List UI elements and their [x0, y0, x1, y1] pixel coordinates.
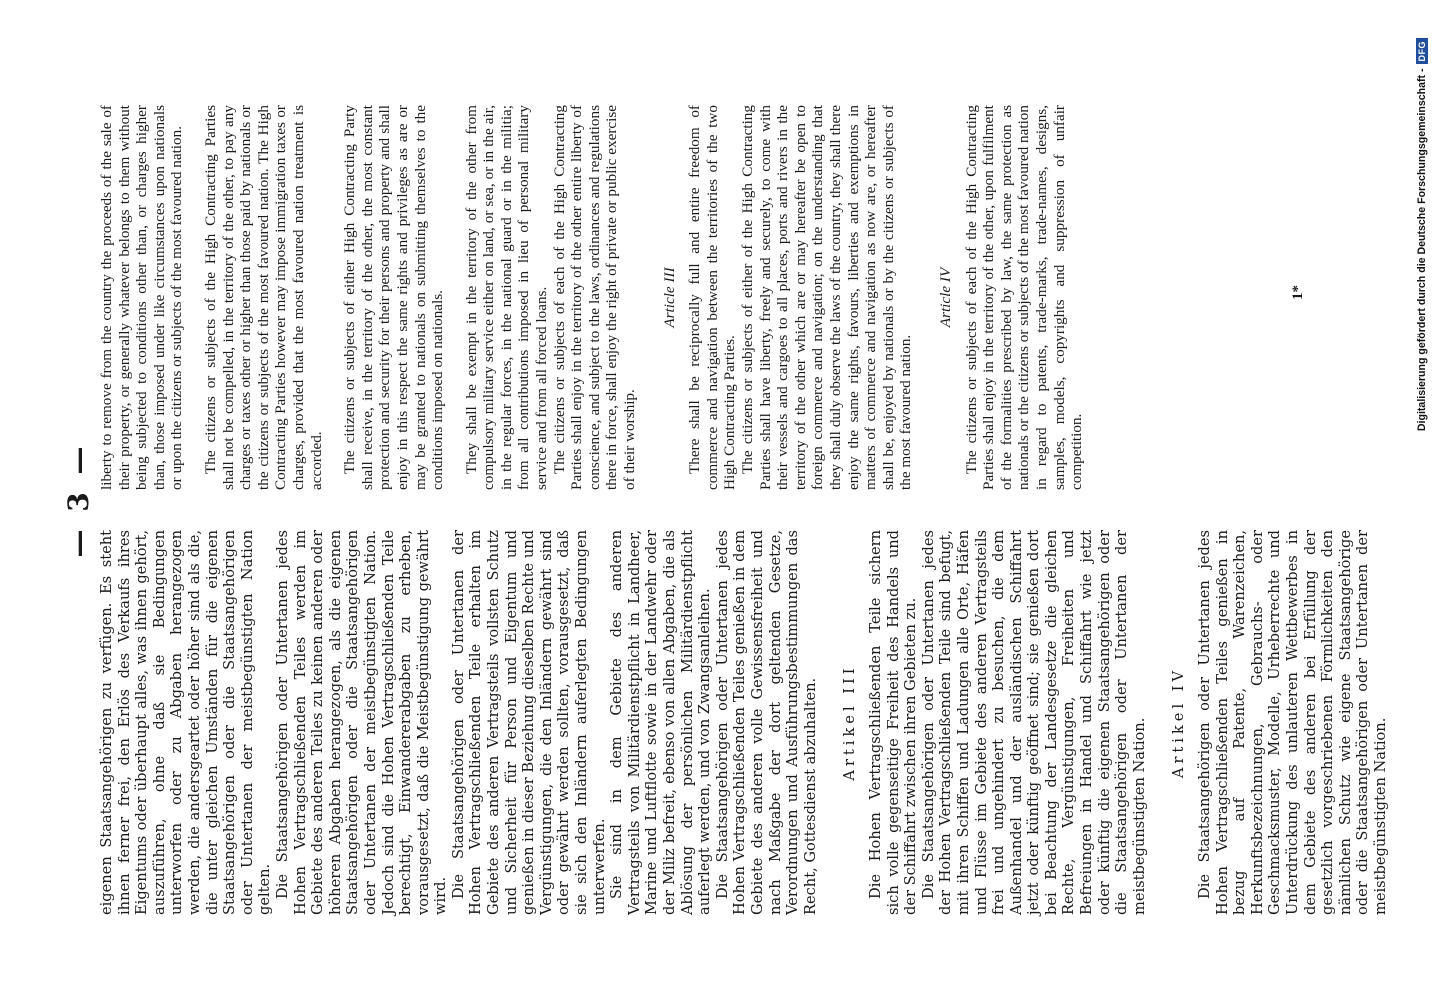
de-paragraph-2: Die Staatsangehörigen oder Untertanen jedes Hohen Vertragschließenden Teiles werden im Gebiete des anderen Teiles zu keinen anderen oder höheren Abgaben herangezogen, als die eigenen Staatsangehörigen oder die Staatsangehörigen oder Untertanen der meistbegünstigten Nation. Jedoch sind die Hohen Vertragschließenden Teile berechtigt, Einwandererabgaben zu erheben, vorausgesetzt, daß die Meistbegünstigung gewährt wird.: [273, 530, 450, 915]
de-paragraph-6: Die Hohen Vertragschließenden Teile sichern sich volle gegenseitige Freiheit des Handels und der Schiffahrt zwischen ihren Gebieten zu.: [866, 530, 920, 915]
de-paragraph-5: Die Staatsangehörigen oder Untertanen jedes Hohen Vertragschließenden Teiles genießen in dem Gebiete des anderen volle Gewissensfreiheit und nach Maßgabe der dort geltenden Gesetze, Verordnungen und Ausführungsbestimmungen das Recht, Gottesdienst abzuhalten.: [713, 530, 819, 915]
en-paragraph-7: The citizens or subjects of either of the High Contracting Parties shall have liberty, freely and securely, to come with their vessels and cargoes to all places, ports and rivers in the territory of the other which are or may hereafter be open to foreign commerce and navigation; on the understanding that they shall duly observe the laws of the country, they shall there enjoy the same rights, favours, liberties and exemptions in matters of commerce and navigation as now are, or hereafter shall be, enjoyed by nationals or by the citizens or subjects of the most favoured nation.: [739, 105, 915, 490]
de-paragraph-7: Die Staatsangehörigen oder Untertanen jedes der Hohen Vertragschließenden Teile sind befugt, mit ihren Schiffen und Ladungen alle Orte, Häfen und Flüsse im Gebiete des anderen Vertragsteils frei und ungehindert zu besuchen, die dem Außenhandel und der ausländischen Schiffahrt jetzt oder künftig geöffnet sind; sie genießen dort bei Beachtung der Landesgesetze die gleichen Rechte, Vergünstigungen, Freiheiten und Befreiungen in Handel und Schiffahrt wie jetzt oder künftig die eigenen Staatsangehörigen oder die Staatsangehörigen oder Untertanen der meistbegünstigten Nation.: [919, 530, 1148, 915]
page-number: — 3 —: [62, 442, 95, 558]
en-heading-article-3: Article III: [660, 267, 678, 328]
dfg-logo: DFG: [1416, 38, 1428, 65]
de-paragraph-8: Die Staatsangehörigen oder Untertanen jedes Hohen Vertragschließenden Teiles genießen in bezug auf Patente, Warenzeichen, Herkunftsbezeichnungen, Gebrauchs- oder Geschmacksmuster, Modelle, Urheberrechte und Unterdrückung des unlauteren Wettbewerbes in dem Gebiete des anderen bei Erfüllung der gesetzlich vorgeschriebenen Förmlichkeiten den nämlichen Schutz wie eigene Staatsangehörige oder die Staatsangehörigen oder Untertanen der meistbegünstigten Nation.: [1196, 530, 1389, 915]
en-paragraph-5: The citizens or subjects of each of the High Contracting Parties shall enjoy in the territory of the other entire liberty of conscience, and subject to the laws, ordinances and regulations there in force, shall enjoy the right of private or public exercise of their worship.: [550, 105, 639, 490]
en-paragraph-2: The citizens or subjects of the High Contracting Parties shall not be compelled, in the territory of the other, to pay any charges or taxes other or higher than those paid by nationals or the citizens or subjects of the most favoured nation. The High Contracting Parties however may impose immigration taxes or charges, provided that the most favoured nation treatment is accorded.: [201, 105, 325, 490]
en-paragraph-8: The citizens or subjects of each of the High Contracting Parties shall enjoy in the territory of the other, upon fulfilment of the formalities prescribed by law, the same protection as nationals or the citizens or subjects of the most favoured nation in regard to patents, trade-marks, trade-names, designs, samples, models, copyrights and suppression of unfair competition.: [962, 105, 1086, 490]
de-heading-article-4: Artikel IV: [1170, 666, 1188, 779]
de-heading-article-3: Artikel III: [841, 664, 859, 781]
english-column: [98, 105, 1086, 490]
en-paragraph-1: liberty to remove from the country the proceeds of the sale of their property, or generally whatever belongs to them without being subjected to conditions other than, or charges higher than, those imposed under like circumstances upon nationals or upon the citizens or subjects of the most favoured nation.: [98, 105, 186, 490]
digitization-credit-text: Digitalisierung gefördert durch die Deutsche Forschungsgemeinschaft -: [1416, 68, 1428, 432]
german-column: [98, 530, 1390, 915]
en-paragraph-6: There shall be reciprocally full and entire freedom of commerce and navigation between the territories of the two High Contracting Parties.: [686, 105, 739, 490]
de-paragraph-1: eigenen Staatsangehörigen zu verfügen. Es steht ihnen ferner frei, den Erlös des Verkaufs ihres Eigentums oder überhaupt alles, was ihnen gehört, auszuführen, ohne daß sie Bedingungen unterworfen oder zu Abgaben herangezogen werden, die andersgeartet oder höher sind als die, die unter gleichen Umständen für die eigenen Staatsangehörigen oder die Staatsangehörigen oder Untertanen der meistbegünstigten Nation gelten.: [98, 530, 274, 915]
sheet-signature-mark: 1*: [1290, 285, 1306, 300]
en-heading-article-4: Article IV: [936, 267, 954, 328]
de-paragraph-3: Die Staatsangehörigen oder Untertanen der Hohen Vertragschließenden Teile erhalten im Gebiete des anderen Vertragsteils vollsten Schutz und Sicherheit für Person und Eigentum und genießen in dieser Beziehung dieselben Rechte und Vergünstigungen, die den Inländern gewährt sind oder gewährt werden sollten, vorausgesetzt, daß sie sich den Inländern auferlegten Bedingungen unterwerfen.: [449, 530, 608, 915]
en-paragraph-4: They shall be exempt in the territory of the other from compulsory military service either on land, or sea, or in the air, in the regular forces, in the national guard or in the militia; from all contributions imposed in lieu of personal military service and from all forced loans.: [462, 105, 551, 490]
digitization-credit: [1414, 38, 1430, 431]
en-paragraph-3: The citizens or subjects of either High Contracting Party shall receive, in the territory of the other, the most constant protection and security for their persons and property and shall enjoy in this respect the same rights and privileges as are or may be granted to nationals on submitting themselves to the conditions imposed on nationals.: [341, 105, 447, 490]
de-paragraph-4: Sie sind in dem Gebiete des anderen Vertragsteils von Militärdienstpflicht in Landheer, Marine und Luftflotte sowie in der Landwehr oder der Miliz befreit, ebenso von allen Abgaben, die als Ablösung der persönlichen Militärdienstpflicht auferlegt werden, und von Zwangsanleihen.: [608, 530, 714, 915]
